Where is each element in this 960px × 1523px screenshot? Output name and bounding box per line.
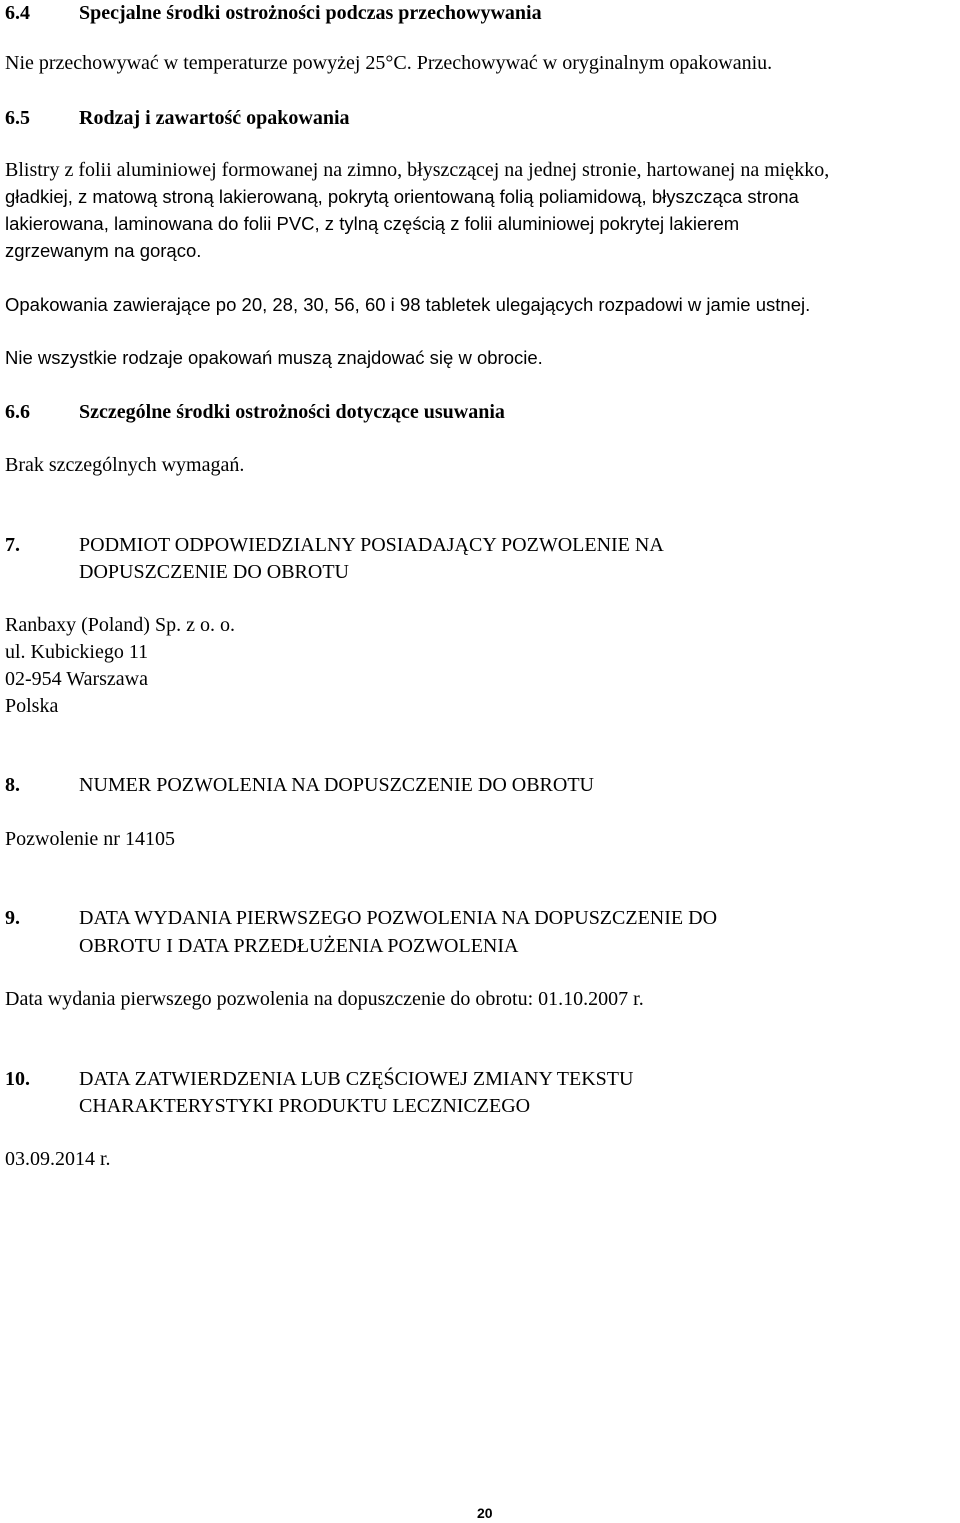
section-6-5-paragraph-line: gładkiej, z matową stroną lakierowaną, pokrytą orientowaną folią poliamidową, błyszcząca strona <box>5 186 799 207</box>
section-6-4-number: 6.4 <box>5 2 30 24</box>
address-country: Polska <box>5 695 59 717</box>
address-company: Ranbaxy (Poland) Sp. z o. o. <box>5 614 235 636</box>
section-9-text: Data wydania pierwszego pozwolenia na dopuszczenie do obrotu: 01.10.2007 r. <box>5 988 644 1010</box>
section-6-5-heading: Rodzaj i zawartość opakowania <box>79 107 350 129</box>
section-7-heading-line: DOPUSZCZENIE DO OBROTU <box>79 561 349 583</box>
section-6-5-paragraph-line: Blistry z folii aluminiowej formowanej na zimno, błyszczącej na jednej stronie, hartowanej na miękko, <box>5 159 830 181</box>
section-6-6-number: 6.6 <box>5 401 30 423</box>
section-9-heading-line: OBROTU I DATA PRZEDŁUŻENIA POZWOLENIA <box>79 935 519 957</box>
section-8-number: 8. <box>5 774 20 796</box>
section-10-number: 10. <box>5 1068 30 1090</box>
section-6-5-paragraph-line: zgrzewanym na gorąco. <box>5 240 202 261</box>
section-6-5-pack-sizes: Opakowania zawierające po 20, 28, 30, 56, 60 i 98 tabletek ulegających rozpadowi w jamie ustnej. <box>5 294 811 315</box>
address-street: ul. Kubickiego 11 <box>5 641 149 663</box>
section-6-5-number: 6.5 <box>5 107 30 129</box>
section-8-text: Pozwolenie nr 14105 <box>5 828 175 850</box>
section-9-number: 9. <box>5 907 20 929</box>
section-6-6-heading: Szczególne środki ostrożności dotyczące usuwania <box>79 401 505 423</box>
section-10-text: 03.09.2014 r. <box>5 1148 111 1170</box>
section-8-heading: NUMER POZWOLENIA NA DOPUSZCZENIE DO OBROTU <box>79 774 594 796</box>
section-10-heading-line: CHARAKTERYSTYKI PRODUKTU LECZNICZEGO <box>79 1095 531 1117</box>
section-6-6-text: Brak szczególnych wymagań. <box>5 454 245 476</box>
section-10-heading-line: DATA ZATWIERDZENIA LUB CZĘŚCIOWEJ ZMIANY TEKSTU <box>79 1068 634 1090</box>
page-number: 20 <box>477 1505 493 1521</box>
section-6-5-availability: Nie wszystkie rodzaje opakowań muszą znajdować się w obrocie. <box>5 347 543 368</box>
section-6-4-text: Nie przechowywać w temperaturze powyżej 25°C. Przechowywać w oryginalnym opakowaniu. <box>5 52 773 74</box>
address-city: 02-954 Warszawa <box>5 668 148 690</box>
section-9-heading-line: DATA WYDANIA PIERWSZEGO POZWOLENIA NA DOPUSZCZENIE DO <box>79 907 718 929</box>
section-6-4-heading: Specjalne środki ostrożności podczas przechowywania <box>79 2 542 24</box>
section-7-number: 7. <box>5 534 20 556</box>
section-6-5-paragraph-line: lakierowana, laminowana do folii PVC, z tylną częścią z folii aluminiowej pokrytej lakierem <box>5 213 740 234</box>
section-7-heading-line: PODMIOT ODPOWIEDZIALNY POSIADAJĄCY POZWOLENIE NA <box>79 534 664 556</box>
